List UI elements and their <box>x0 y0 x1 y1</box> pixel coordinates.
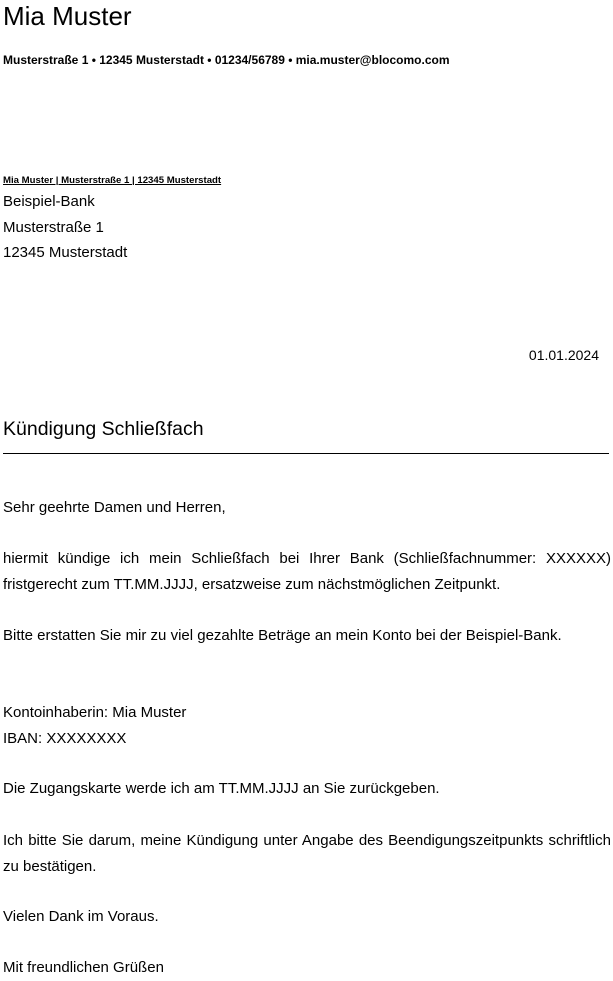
paragraph-termination: hiermit kündige ich mein Schließfach bei Ihrer Bank (Schließfachnummer: XXXXXX) fristgerecht zum TT.MM.JJJJ, ersatzweise zum nächstmöglichen Zeitpunkt. <box>3 550 611 593</box>
paragraph-confirmation: Ich bitte Sie darum, meine Kündigung unter Angabe des Beendigungszeitpunkts schriftlich zu bestätigen. <box>3 832 611 875</box>
iban: IBAN: XXXXXXXX <box>3 730 127 747</box>
thanks-line: Vielen Dank im Voraus. <box>3 908 159 925</box>
recipient-street: Musterstraße 1 <box>3 219 104 236</box>
salutation: Sehr geehrte Damen und Herren, <box>3 499 226 516</box>
paragraph-access-card: Die Zugangskarte werde ich am TT.MM.JJJJ an Sie zurückgeben. <box>3 780 440 797</box>
closing: Mit freundlichen Grüßen <box>3 959 164 976</box>
letter-date: 01.01.2024 <box>528 347 599 363</box>
letter-subject: Kündigung Schließfach <box>3 418 204 440</box>
return-address-line: Mia Muster | Musterstraße 1 | 12345 Musterstadt <box>3 175 222 186</box>
sender-contact-line: Musterstraße 1 • 12345 Musterstadt • 01234/56789 • mia.muster@blocomo.com <box>3 53 450 67</box>
subject-divider <box>3 453 609 454</box>
sender-name: Mia Muster <box>3 1 132 31</box>
account-holder: Kontoinhaberin: Mia Muster <box>3 704 187 721</box>
recipient-city: 12345 Musterstadt <box>3 244 128 261</box>
recipient-name: Beispiel-Bank <box>3 193 95 210</box>
paragraph-refund: Bitte erstatten Sie mir zu viel gezahlte Beträge an mein Konto bei der Beispiel-Bank. <box>3 627 562 644</box>
